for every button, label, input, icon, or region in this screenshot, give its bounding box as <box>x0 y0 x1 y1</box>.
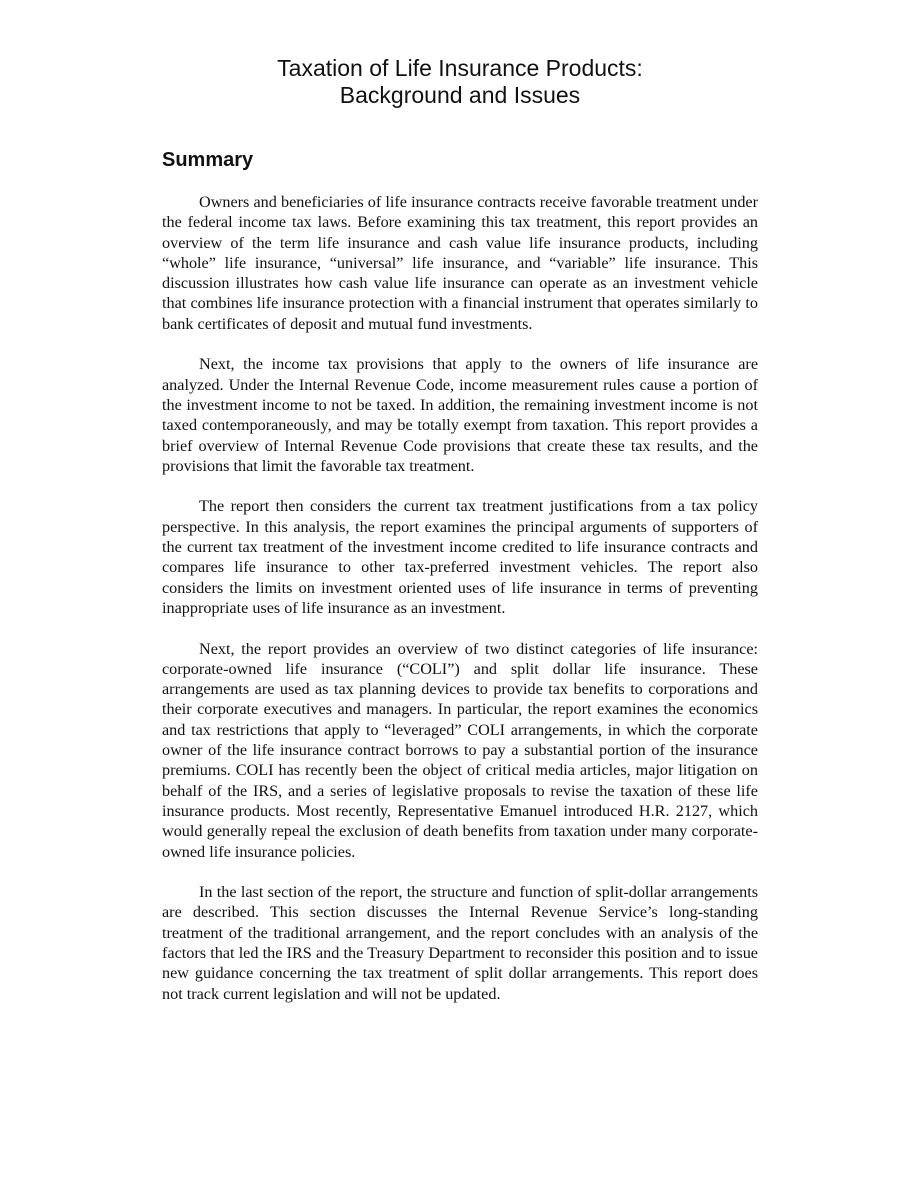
summary-body <box>162 192 758 1004</box>
summary-paragraph-3: The report then considers the current tax treatment justifications from a tax policy perspective. In this analysis, the report examines the principal arguments of supporters of the current tax treatment of the investment income credited to life insurance contracts and compares life insurance to other tax-preferred investment vehicles. The report also considers the limits on investment oriented uses of life insurance in terms of preventing inappropriate uses of life insurance as an investment. <box>162 497 758 617</box>
summary-heading: Summary <box>162 149 254 171</box>
summary-paragraph-5: In the last section of the report, the structure and function of split-dollar arrangements are described. This section discusses the Internal Revenue Service’s long-standing treatment of the traditional arrangement, and the report concludes with an analysis of the factors that led the IRS and the Treasury Department to reconsider this position and to issue new guidance concerning the tax treatment of split dollar arrangements. This report does not track current legislation and will not be updated. <box>162 883 758 1003</box>
summary-paragraph-2: Next, the income tax provisions that apply to the owners of life insurance are analyzed. Under the Internal Revenue Code, income measurement rules cause a portion of the investment income to not be taxed. In addition, the remaining investment income is not taxed contemporaneously, and may be totally exempt from taxation. This report provides a brief overview of Internal Revenue Code provisions that create these tax results, and the provisions that limit the favorable tax treatment. <box>162 355 758 475</box>
document-title-line-2: Background and Issues <box>339 82 581 108</box>
document-title-line-1: Taxation of Life Insurance Products: <box>277 55 643 81</box>
document-title <box>0 55 920 109</box>
summary-paragraph-1: Owners and beneficiaries of life insurance contracts receive favorable treatment under the federal income tax laws. Before examining this tax treatment, this report provides an overview of the term life insurance and cash value life insurance products, including “whole” life insurance, “universal” life insurance, and “variable” life insurance. This discussion illustrates how cash value life insurance can operate as an investment vehicle that combines life insurance protection with a financial instrument that operates similarly to bank certificates of deposit and mutual fund investments. <box>162 193 758 333</box>
summary-paragraph-4: Next, the report provides an overview of two distinct categories of life insurance: corporate-owned life insurance (“COLI”) and split dollar life insurance. These arrangements are used as tax planning devices to provide tax benefits to corporations and their corporate executives and managers. In particular, the report examines the economics and tax restrictions that apply to “leveraged” COLI arrangements, in which the corporate owner of the life insurance contract borrows to pay a substantial portion of the insurance premiums. COLI has recently been the object of critical media articles, major litigation on behalf of the IRS, and a series of legislative proposals to revise the taxation of these life insurance products. Most recently, Representative Emanuel introduced H.R. 2127, which would generally repeal the exclusion of death benefits from taxation under many corporate-owned life insurance policies. <box>162 639 758 861</box>
